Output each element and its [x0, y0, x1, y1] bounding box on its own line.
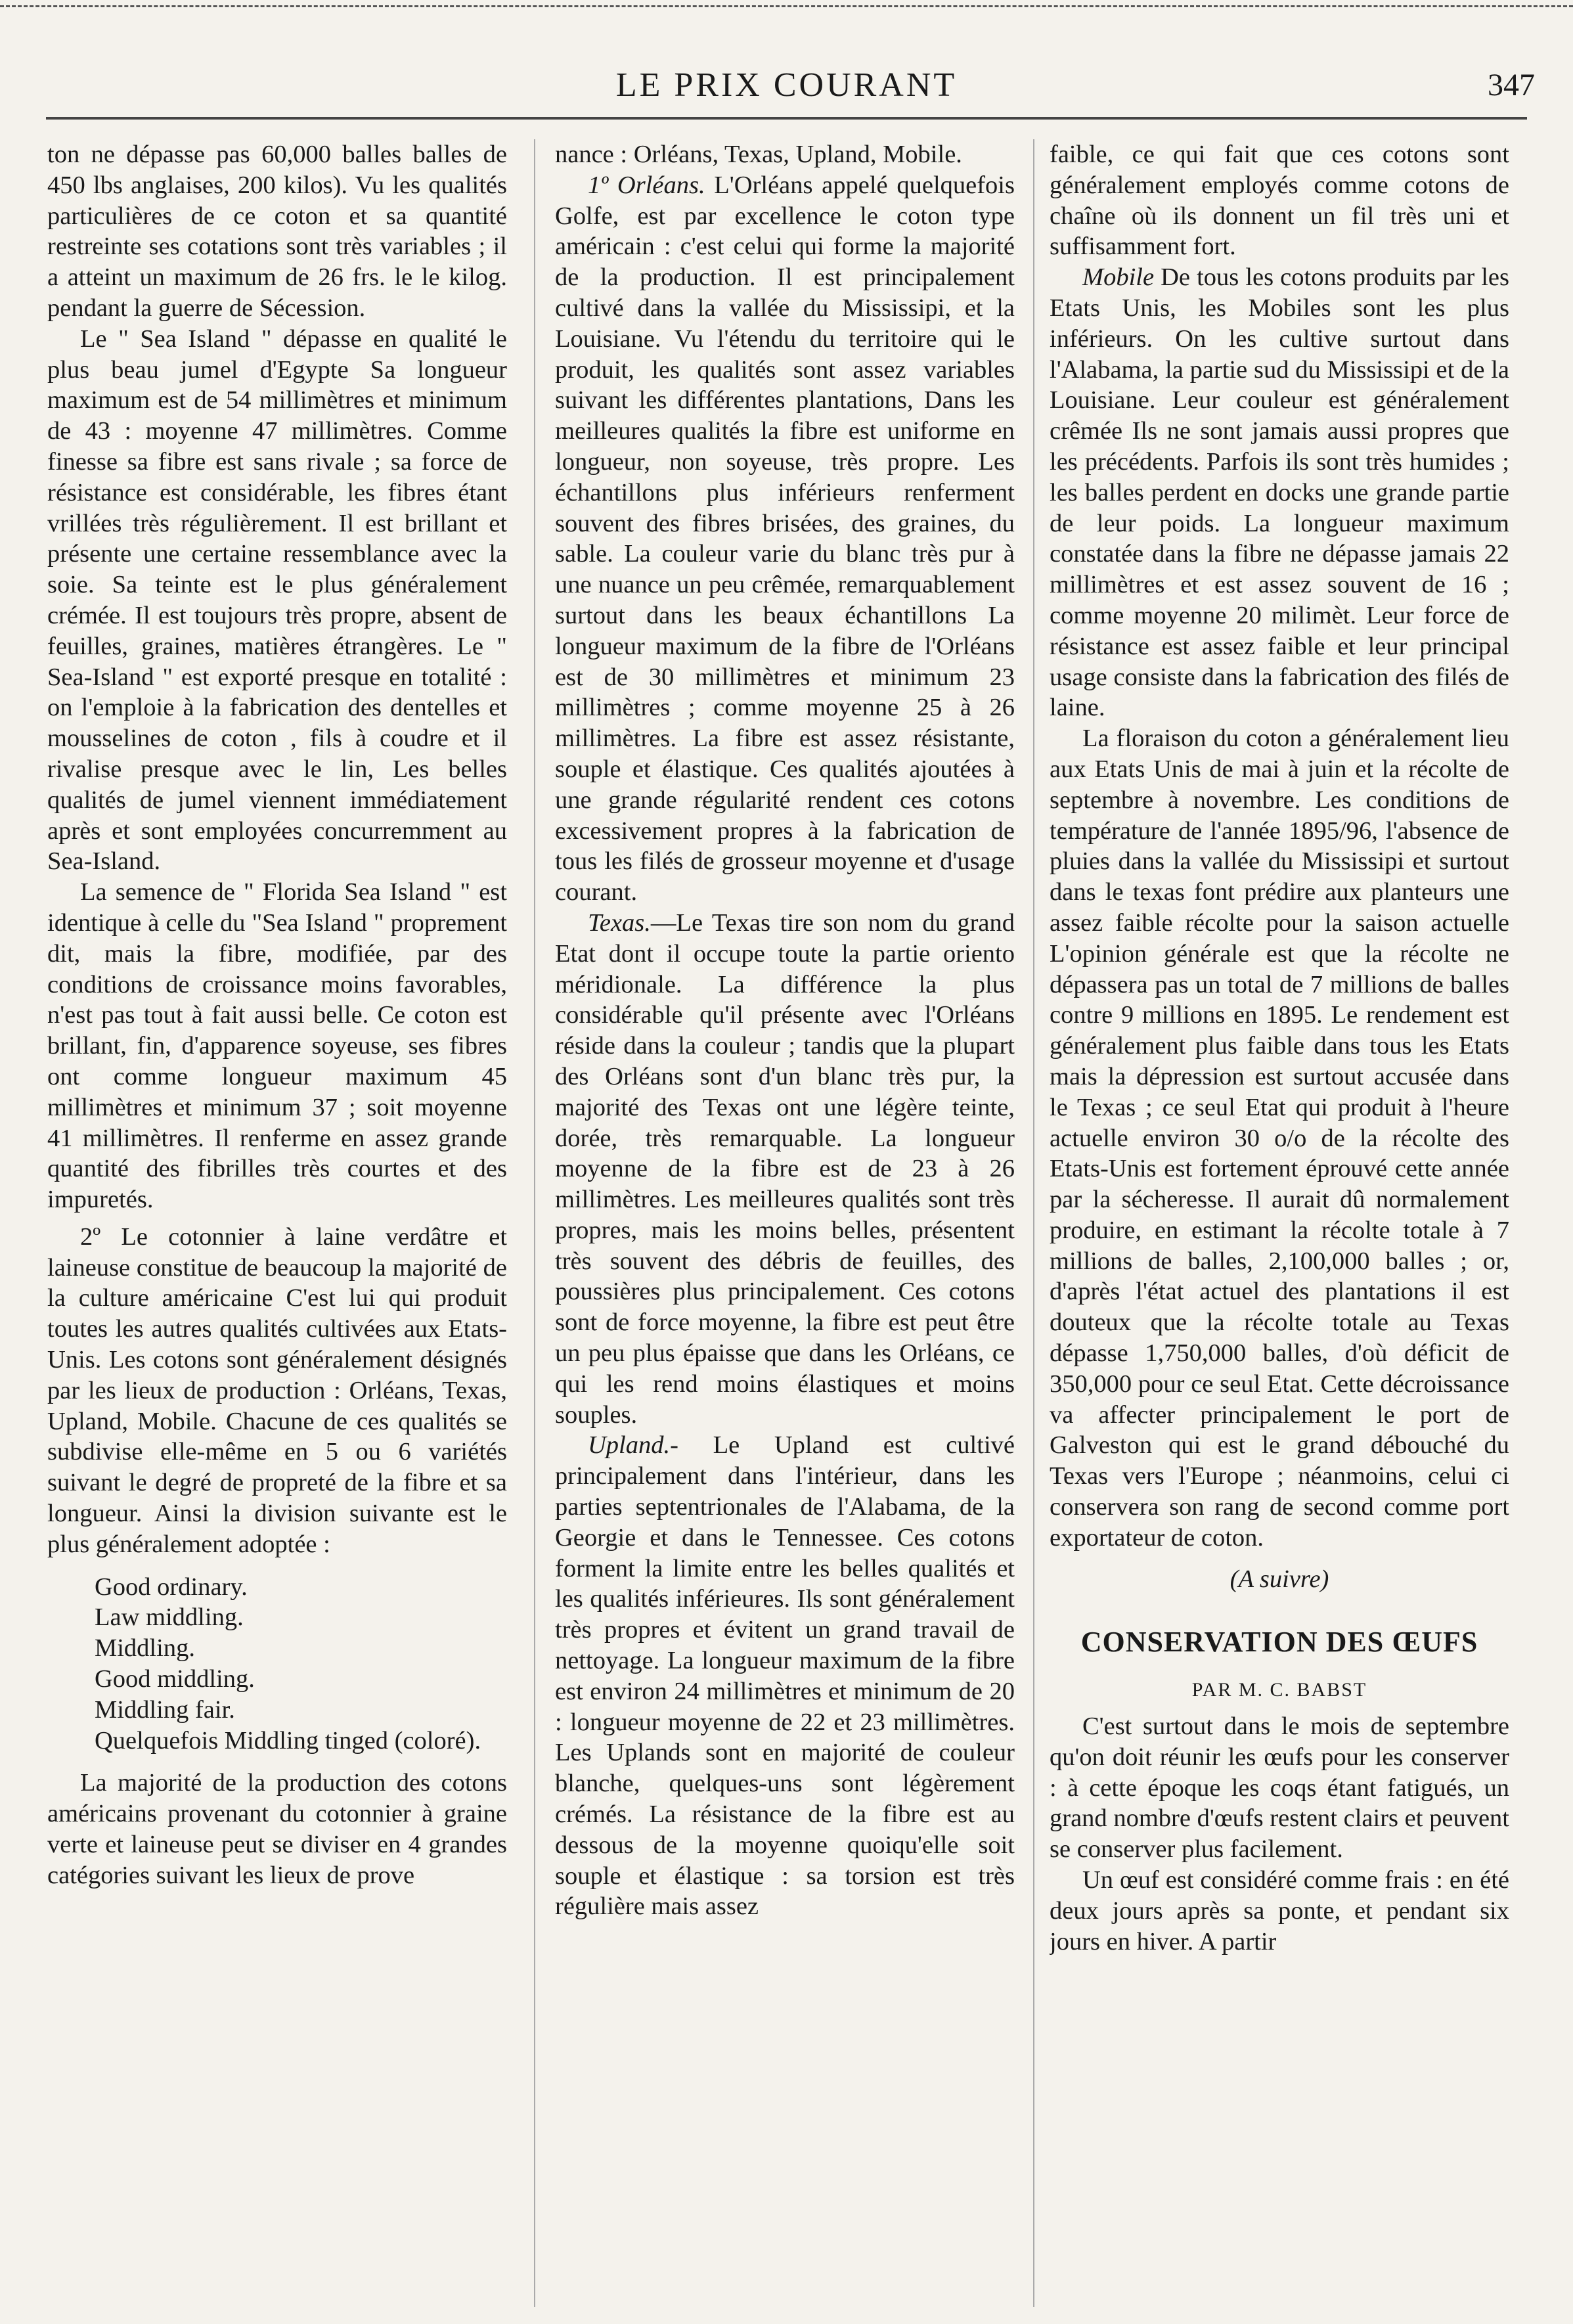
paragraph: nance : Orléans, Texas, Upland, Mobile.: [555, 141, 962, 168]
continued-note: (A suivre): [1230, 1565, 1329, 1593]
section-label: Upland.: [588, 1431, 671, 1460]
paragraph: La floraison du coton a généralement lieu aux Etats Unis de mai à juin et la récolte de septembre à novembre. Les conditions de température de l'année 1895/96, l'absence de pluies dans la vallée du Mississipi et surtout dans le texas font prédire aux planteurs une assez faible récolte pour la saison actuelle L'opinion générale est que la récolte ne dépassera pas un total de 7 millions de balles contre 9 millions en 1895. Le rendement est généralement plus faible dans tous les Etats mais la dépression est surtout accusée dans le Texas ; ce seul Etat qui produit à l'heure actuelle environ 30 o/o de la récolte des Etats-Unis est fortement éprouvé cette année par la sécheresse. Il aurait dû normalement produire, en estimant la récolte totale à 7 millions de balles, 2,100,000 balles ; or, d'après l'état actuel des plantations il est douteux que la récolte totale au Texas dépasse 1,750,000 balles, d'où déficit de 350,000 pour ce seul Etat. Cette décroissance va affecter principalement le port de Galveston qui est le grand débouché du Texas vers l'Europe ; néanmoins, celui ci conservera son rang de second comme port exportateur de coton.: [1050, 725, 1509, 1552]
section-mobile: [1050, 262, 1509, 723]
list-item: Quelquefois Middling tinged (coloré).: [95, 1726, 481, 1754]
paragraph: faible, ce qui fait que ces cotons sont généralement employés comme cotons de chaîne où ils donnent un fil très uni et suffisamment fort.: [1050, 141, 1509, 261]
list-item: Good middling.: [95, 1665, 255, 1693]
section-orleans: [555, 170, 1015, 908]
page-header: [0, 66, 1573, 118]
column-1: [47, 139, 507, 2307]
top-border: [0, 5, 1573, 11]
paragraph: C'est surtout dans le mois de septembre qu'on doit réunir les œufs pour les conserver : à cette époque les coqs étant fatigués, un grand nombre d'œufs restent clairs et peuvent se conserver plus facilement.: [1050, 1712, 1509, 1864]
paragraph: La semence de " Florida Sea Island " est identique à celle du "Sea Island " proprement dit, mais la fibre, modifiée, par des conditions de croissance moins favorables, n'est pas tout à fait aussi belle. Ce coton est brillant, fin, d'apparence soyeuse, ses fibres ont comme longueur maximum 45 millimètres et minimum 37 ; soit moyenne 41 millimètres. Il renferme en assez grande quantité des fibrilles très courtes et des impuretés.: [47, 878, 507, 1214]
column-3: [1050, 139, 1509, 2307]
list-item: Law middling.: [95, 1603, 244, 1632]
section-upland: [555, 1430, 1015, 1922]
paragraph: ton ne dépasse pas 60,000 balles balles de 450 lbs anglaises, 200 kilos). Vu les qualités particulières de ce coton et sa quantité restreinte ses cotations sont très variables ; il a atteint un maximum de 26 frs. le le kilog. pendant la guerre de Sécession.: [47, 141, 507, 322]
page-number: 347: [1488, 68, 1535, 102]
section-text: De tous les cotons produits par les Etats Unis, les Mobiles sont les plus inférieurs. On les cultive surtout dans l'Alabama, la partie sud du Mississipi et de la Louisiane. Leur couleur est généralement crêmée Ils ne sont jamais aussi propres que les précédents. Parfois ils sont très humides ; les balles perdent en docks une grande partie de leur poids. La longueur maximum constatée dans la fibre ne dépasse jamais 22 millimètres et est assez souvent de 16 ; comme moyenne 20 milimèt. Leur force de résistance est assez faible et leur principal usage consiste dans la fabrication des filés de laine.: [1050, 263, 1509, 722]
list-item: Middling.: [95, 1634, 195, 1663]
section-text: —Le Texas tire son nom du grand Etat dont il occupe toute la partie oriento méridionale. La différence la plus considérable qu'il présente avec l'Orléans réside dans la couleur ; tandis que la plupart des Orléans sont d'un blanc très pur, la majorité des Texas ont une légère teinte, dorée, très remarquable. La longueur moyenne de la fibre est de 23 à 26 millimètres. Les meilleures qualités sont très propres, mais les moins belles, présentent très souvent des débris de feuilles, des poussières plus principalement. Ces cotons sont de force moyenne, la fibre est peut être un peu plus épaisse que dans les Orléans, ce qui les rend moins élastiques et moins souples.: [555, 908, 1015, 1429]
section-text: L'Orléans appelé quelquefois Golfe, est par excellence le coton type américain : c'est celui qui forme la majorité de la production. Il est principalement cultivé dans la vallée du Mississipi, et la Louisiane. Vu l'étendu du territoire qui le produit, les qualités sont assez variables suivant les différentes plantations, Dans les meilleures qualités la fibre est uniforme en longueur, non soyeuse, très propre. Les échantillons plus inférieurs renferment souvent des fibres brisées, des graines, du sable. La couleur varie du blanc très pur à une nuance un peu crêmée, remarquablement surtout dans les beaux échantillons La longueur maximum de la fibre de l'Orléans est de 30 millimètres et minimum 23 millimètres ; comme moyenne 25 à 26 millimètres. La fibre est assez résistante, souple et élastique. Ces qualités ajoutées à une grande régularité rendent ces cotons excessivement propres à la fabrication de tous les filés de grosseur moyenne et d'usage courant.: [555, 171, 1015, 906]
section-label: Texas.: [588, 908, 651, 937]
grade-list: [47, 1572, 507, 1756]
header-rule: [46, 117, 1527, 120]
column-2: [555, 139, 1015, 2307]
list-item: Middling fair.: [95, 1695, 235, 1724]
paragraph: Un œuf est considéré comme frais : en été deux jours après sa ponte, et pendant six jours en hiver. A partir: [1050, 1866, 1509, 1955]
section-label: Mobile: [1082, 263, 1155, 292]
section-label: 1º Orléans.: [588, 171, 705, 199]
paragraph: La majorité de la production des cotons américains provenant du cotonnier à graine verte et laineuse peut se diviser en 4 grandes catégories suivant les lieux de prove: [47, 1769, 507, 1889]
column-divider: [1033, 139, 1034, 2307]
page-title: LE PRIX COURANT: [615, 66, 958, 104]
paragraph: 2º Le cotonnier à laine verdâtre et laineuse constitue de beaucoup la majorité de la culture américaine C'est lui qui produit toutes les autres qualités cultivées aux Etats-Unis. Les cotons sont généralement désignés par les lieux de production : Orléans, Texas, Upland, Mobile. Chacune de ces qualités se subdivise elle-même en 5 ou 6 variétés suivant le degré de propreté de la fibre et sa longueur. Ainsi la division suivante est le plus généralement adoptée :: [47, 1222, 507, 1558]
paragraph: Le " Sea Island " dépasse en qualité le plus beau jumel d'Egypte Sa longueur maximum est de 54 millimètres et minimum de 43 : moyenne 47 millimètres. Comme finesse sa fibre est sans rivale ; sa force de résistance est considérable, les fibres étant vrillées très régulièrement. Il est brillant et présente une certaine ressemblance avec la soie. Sa teinte est le plus généralement crémée. Il est toujours très propre, absent de feuilles, graines, matières étrangères. Le " Sea-Island " est exporté presque en totalité : on l'emploie à la fabrication des dentelles et mousselines de coton , fils à coudre et il rivalise presque avec le lin, Les belles qualités de jumel viennent immédiatement après et sont employées concurremment au Sea-Island.: [47, 324, 507, 876]
byline: PAR M. C. BABST: [1191, 1679, 1367, 1701]
column-divider: [534, 139, 535, 2307]
section-text: - Le Upland est cultivé principalement dans l'intérieur, dans les parties septentrionales de l'Alabama, de la Georgie et dans le Tennessee. Ces cotons forment la limite entre les belles qualités et les qualités inférieures. Ils sont généralement très propres et évitent un grand travail de nettoyage. La longueur maximum de la fibre est environ 24 millimètres et minimum de 20 : longueur moyenne de 22 et 23 millimètres. Les Uplands sont en majorité de couleur blanche, quelques-uns sont légèrement crémés. La résistance de la fibre est au dessous de la moyenne quoiqu'elle soit souple et élastique : sa torsion est très régulière mais assez: [555, 1431, 1015, 1921]
section-texas: [555, 908, 1015, 1431]
article-title: CONSERVATION DES ŒUFS: [1080, 1626, 1478, 1659]
list-item: Good ordinary.: [95, 1573, 248, 1601]
